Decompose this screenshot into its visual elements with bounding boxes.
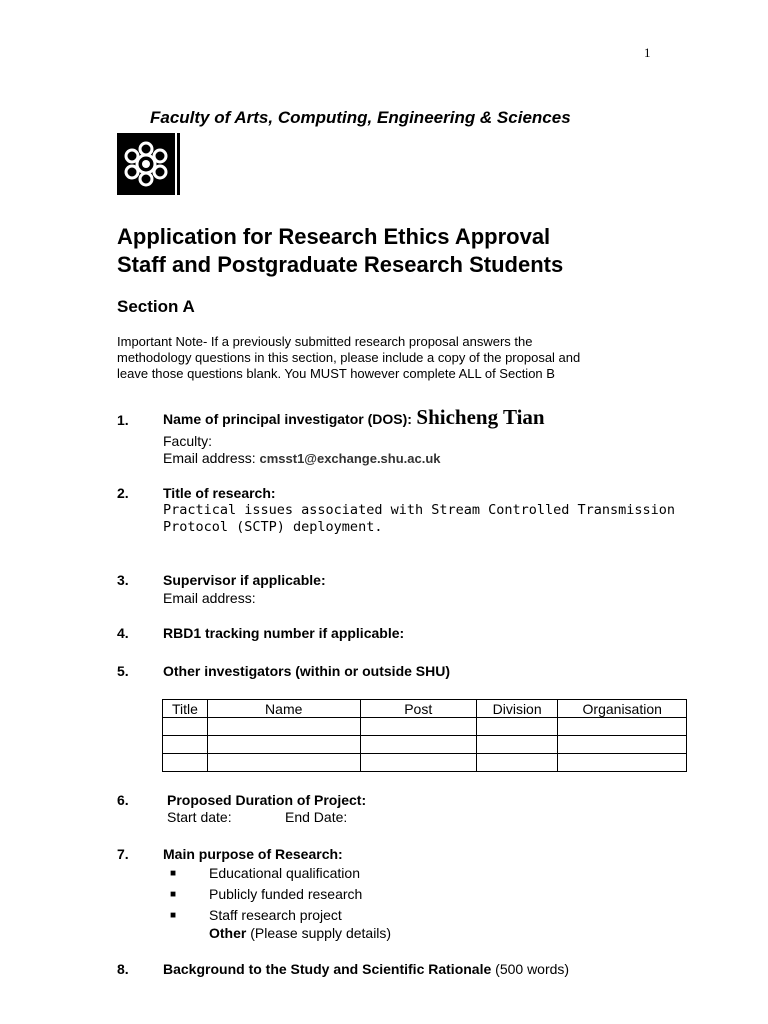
table-row[interactable] xyxy=(163,736,687,754)
important-note: Important Note- If a previously submitted research proposal answers the methodology questions in this section, please include a copy of the proposal and leave those questions blank. You MUST however complete ALL of Section B xyxy=(117,334,581,381)
page-number: 1 xyxy=(644,45,651,60)
q1-row xyxy=(163,405,545,430)
table-cell[interactable] xyxy=(476,718,558,736)
q1-faculty-label: Faculty: xyxy=(163,433,213,449)
table-cell[interactable] xyxy=(558,754,687,772)
q1-number: 1. xyxy=(117,412,129,428)
q1-email-label: Email address: xyxy=(163,450,256,466)
q8-detail: (500 words) xyxy=(491,961,570,977)
purpose-option[interactable]: Staff research project xyxy=(209,907,342,923)
table-header-row xyxy=(163,700,687,718)
investigator-name[interactable]: Shicheng Tian xyxy=(416,405,545,429)
table-cell[interactable] xyxy=(476,736,558,754)
q4-label: RBD1 tracking number if applicable: xyxy=(163,625,405,641)
purpose-option[interactable]: Educational qualification xyxy=(209,865,360,881)
q7-number: 7. xyxy=(117,846,129,862)
table-cell[interactable] xyxy=(163,754,208,772)
table-cell[interactable] xyxy=(163,736,208,754)
col-title: Title xyxy=(163,700,208,718)
q3-email-label: Email address: xyxy=(163,590,256,606)
q3-number: 3. xyxy=(117,572,129,588)
q4-number: 4. xyxy=(117,625,129,641)
table-cell[interactable] xyxy=(476,754,558,772)
investigators-table xyxy=(162,699,687,772)
col-post: Post xyxy=(360,700,476,718)
table-cell[interactable] xyxy=(558,736,687,754)
q1-email-row xyxy=(163,450,441,466)
q2-label: Title of research: xyxy=(163,485,276,501)
form-subtitle: Staff and Postgraduate Research Students xyxy=(117,252,564,277)
table-cell[interactable] xyxy=(207,754,360,772)
col-division: Division xyxy=(476,700,558,718)
end-date-label: End Date: xyxy=(285,809,348,825)
col-name: Name xyxy=(207,700,360,718)
table-row[interactable] xyxy=(163,718,687,736)
q8-label: Background to the Study and Scientific Rationale xyxy=(163,961,492,977)
q8-row xyxy=(163,961,569,979)
research-title[interactable]: Practical issues associated with Stream Controlled Transmission Protocol (SCTP) deployment. xyxy=(163,502,676,535)
faculty-heading: Faculty of Arts, Computing, Engineering & Sciences xyxy=(150,108,571,127)
bullet-icon: ■ xyxy=(170,868,177,879)
start-date-label: Start date: xyxy=(167,809,232,825)
table-cell[interactable] xyxy=(163,718,208,736)
form-title: Application for Research Ethics Approval xyxy=(117,224,551,249)
table-cell[interactable] xyxy=(360,736,476,754)
university-crest-icon xyxy=(117,133,181,195)
other-detail: (Please supply details) xyxy=(246,925,392,941)
purpose-option[interactable]: Publicly funded research xyxy=(209,886,363,902)
other-label: Other xyxy=(209,925,247,941)
bullet-icon: ■ xyxy=(170,910,177,921)
table-row[interactable] xyxy=(163,754,687,772)
col-organisation: Organisation xyxy=(558,700,687,718)
q3-label: Supervisor if applicable: xyxy=(163,572,326,588)
q2-number: 2. xyxy=(117,485,129,501)
table-cell[interactable] xyxy=(360,718,476,736)
q8-number: 8. xyxy=(117,961,129,977)
table-cell[interactable] xyxy=(558,718,687,736)
q5-label: Other investigators (within or outside SHU) xyxy=(163,663,451,679)
investigator-email[interactable]: cmsst1@exchange.shu.ac.uk xyxy=(259,451,441,466)
table-cell[interactable] xyxy=(207,718,360,736)
q7-label: Main purpose of Research: xyxy=(163,846,343,862)
purpose-other[interactable] xyxy=(209,925,391,941)
table-cell[interactable] xyxy=(360,754,476,772)
section-heading: Section A xyxy=(117,297,195,316)
q5-number: 5. xyxy=(117,663,129,679)
table-cell[interactable] xyxy=(207,736,360,754)
q1-label: Name of principal investigator (DOS): xyxy=(163,411,412,427)
q6-label: Proposed Duration of Project: xyxy=(167,792,367,808)
q6-number: 6. xyxy=(117,792,129,808)
bullet-icon: ■ xyxy=(170,889,177,900)
